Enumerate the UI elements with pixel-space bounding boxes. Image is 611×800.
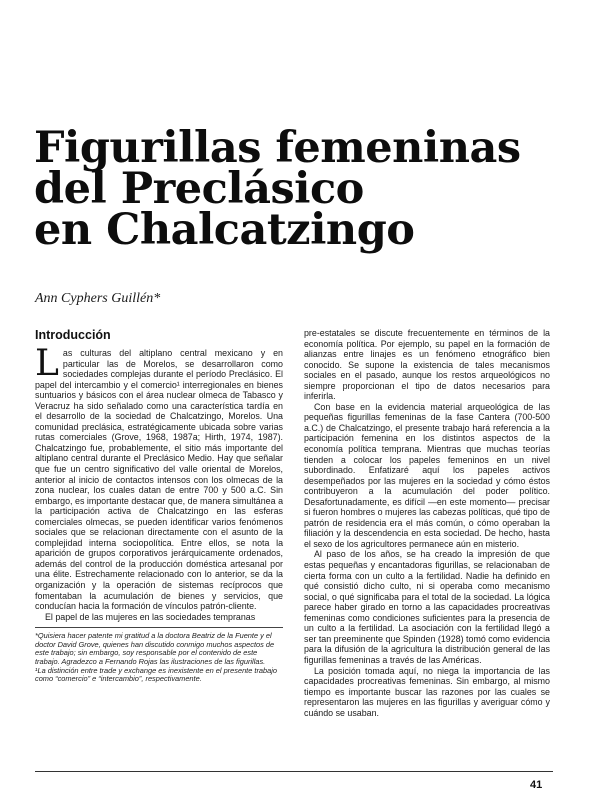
footnote: ¹La distinción entre trade y exchange es inexistente en el presente trabajo como “comercio” e “intercambio”, respectivamente. [35, 665, 277, 684]
article-title [34, 123, 554, 255]
left-column [35, 328, 283, 684]
page-bottom-rule [35, 771, 553, 772]
author-name: Ann Cyphers Guillén* [35, 291, 161, 306]
paragraph: El papel de las mujeres en las sociedades tempranas [45, 611, 256, 622]
footnote: *Quisiera hacer patente mi gratitud a la doctora Beatriz de la Fuente y el doctor David Grove, quienes han discutido conmigo muchos aspectos de este trabajo; sin embargo, soy responsable por el contenido de este trabajo. Agradezco a Fernando Rojas las ilustraciones de las figurillas. [35, 631, 275, 666]
paragraph [35, 343, 283, 612]
paragraph: Con base en la evidencia material arqueológica de las pequeñas figurillas femeninas de la fase Cantera (700-500 a.C.) de Chalcatzingo, el presente trabajo hará referencia a la participación femenina en los distintos aspectos de la economía política temprana. Mientras que muchas teorías tienden a colocar los papeles femeninos en un nivel subordinado. Enfatizaré aquí los papeles activos desempeñados por las mujeres en la sociedad y cómo éstos contribuyeron a la acumulación del poder político. Desafortunadamente, es difícil —en este momento— precisar si fueron hombres o mujeres las cabezas políticas, qué tipo de patrón de residencia era el más común, o cómo operaban la filiación y la descendencia en esta sociedad. De hecho, hasta el sexo de los agricultores permanece aún en misterio. [304, 401, 550, 549]
paragraph: La posición tomada aquí, no niega la importancia de las capacidades procreativas femeninas. Sin embargo, al mismo tiempo es importante buscar las razones por las cuales se representaron las mujeres en las figurillas y averiguar cómo y cuándo se usaban. [304, 665, 550, 718]
paragraph-text: as culturas del altiplano central mexicano y en particular las de Morelos, se desarrollaron como sociedades complejas durante el período Preclásico. El papel del intercambio y el comercio¹ interregionales en bienes suntuarios y básicos con el área nuclear olmeca de Tabasco y Veracruz ha sido señalado como una característica tardía en el desarrollo de la sociedad de Chalcatzingo, Morelos. Una comunidad preclásica, estratégicamente ubicada sobre varias rutas comerciales (Grove, 1968, 1987a; Hirth, 1974, 1987). Chalcatzingo fue, probablemente, el sitio más importante del altiplano central durante el Preclásico Medio. Hay que señalar que fue un centro significativo del valle oriental de Morelos, anterior al inicio de contactos intensos con los olmecas de la zona nuclear, los cuales datan de entre 700 y 500 a.C. Sin embargo, es importante destacar que, de manera simultánea a la participación activa de Chalcatzingo en las esferas comerciales olmecas, se pueden identificar varios fenómenos sociales que se relacionan directamente con el asunto de la complejidad interna sociopolítica. Entre ellos, se nota la aparición de grupos corporativos jerárquicamente ordenados, además del control de la producción doméstica artesanal por una élite. Estrechamente relacionado con lo anterior, se da la organización y la operación de sistemas recíprocos que fomentaban la acumulación de bienes y servicios, que conducían hacia la formación de vínculos patrón-cliente. [35, 348, 283, 612]
footnote-divider [35, 627, 283, 628]
right-column [304, 328, 550, 718]
paragraph: Al paso de los años, se ha creado la impresión de que estas pequeñas y encantadoras figurillas, se relacionaban de cierta forma con un culto a la fertilidad. Nadie ha definido en qué consistió dicho culto, ni si operaba como mecanismo social, o qué significaba para el total de la sociedad. La lógica parece haber girado en torno a las capacidades procreativas femeninas como condiciones suficientes para la presencia de un culto a la fertilidad. La asociación con la fertilidad llegó a ser tan preeminente que Spinden (1928) tomó como evidencia para la difusión de la agricultura la distribución general de las figurillas femeninas a través de las Américas. [304, 549, 550, 665]
title-line: del Preclásico [34, 164, 364, 214]
section-heading: Introducción [35, 328, 111, 342]
drop-cap: L [35, 343, 59, 384]
paragraph: pre-estatales se discute frecuentemente en términos de la economía política. Por ejemplo, su papel en la formación de alianzas entre linajes es un fenómeno etnográfico bien conocido. Se supone la existencia de tales mecanismos sociales en el pasado, aunque los restos arqueológicos no siempre proporcionan el tipo de datos necesarios para inferirla. [304, 328, 550, 402]
title-line: Figurillas femeninas [34, 123, 521, 173]
title-line: en Chalcatzingo [34, 205, 415, 255]
page-number: 41 [530, 779, 543, 791]
